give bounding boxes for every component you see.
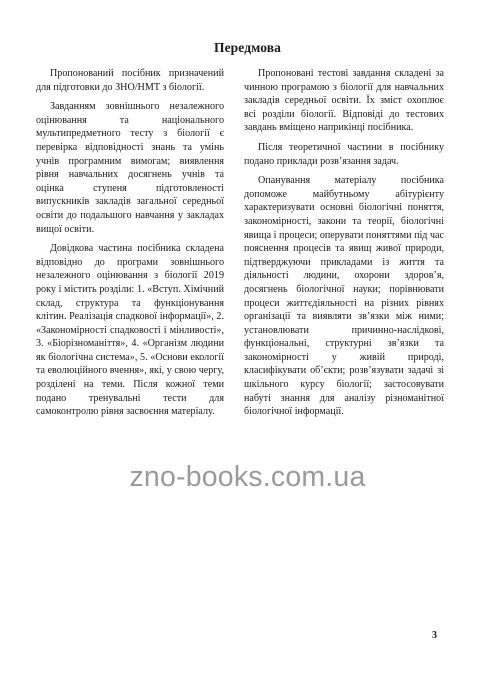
page-number: 3 xyxy=(432,630,437,641)
paragraph: Опанування матеріалу посібника допоможе майбутньому абітурієнту характеризувати основні біологічні поняття, закономірності, закони та теорії, біологічні явища і процеси; оперувати поняттями під час пояснення процесів та явищ живої природи, підтверджуючи прикладами із життя та діяльності людини, охорони здоров’я, досягнень біологічної науки; порівнювати процеси життєдіяльності на різних рівнях організації та виявляти зв’язки між ними; установлювати причинно-наслідкові, функціональні, структурні зв’язки та закономірності у живій природі, класифікувати об’єкти; розв’язувати задачі зі шкільного курсу біології; застосовувати набуті знання для аналізу різноманітної біологічної інформації. xyxy=(244,175,444,418)
watermark: zno-books.com.ua xyxy=(129,461,366,493)
paragraph: Пропоновані тестові завдання складені за чинною програмою з біології для навчальних закладів середньої освіти. Їх зміст охоплює всі розділи біології. Відповіді до тестових завдань вміщено наприкінці посібника. xyxy=(244,68,444,134)
page-title: Передмова xyxy=(213,40,282,55)
paragraph: Завданням зовнішнього незалежного оцінювання та національного мультипредметного тесту з біології є перевірка відповідності знань та умінь учнів програмним вимогам; виявлення рівня навчальних досягнень учнів та оцінка ступеня підготовленості випускників закладів загальної середньої освіти до подальшого навчання у закладах вищої освіти. xyxy=(36,101,224,235)
left-column xyxy=(36,67,224,425)
paragraph: Довідкова частина посібника складена відповідно до програми зовнішнього незалежного оцінювання з біології 2019 року і містить розділи: 1. «Вступ. Хімічний склад, структура та функціонування клітин. Реалізація спадкової інформації», 2. «Закономірності спадковості і мінливості», 3. «Біорізноманіття», 4. «Організм людини як біологічна система», 5. «Основи екології та еволюційного вчення», які, у свою чергу, розділені на теми. Після кожної теми подано тренувальні тести для самоконтролю рівня засвоєння матеріалу. xyxy=(36,243,224,418)
right-column xyxy=(244,67,444,425)
paragraph: Пропонований посібник призначений для підготовки до ЗНО/НМТ з біології. xyxy=(36,68,224,93)
paragraph: Після теоретичної частини в посібнику подано приклади розв’язання задач. xyxy=(244,141,444,167)
